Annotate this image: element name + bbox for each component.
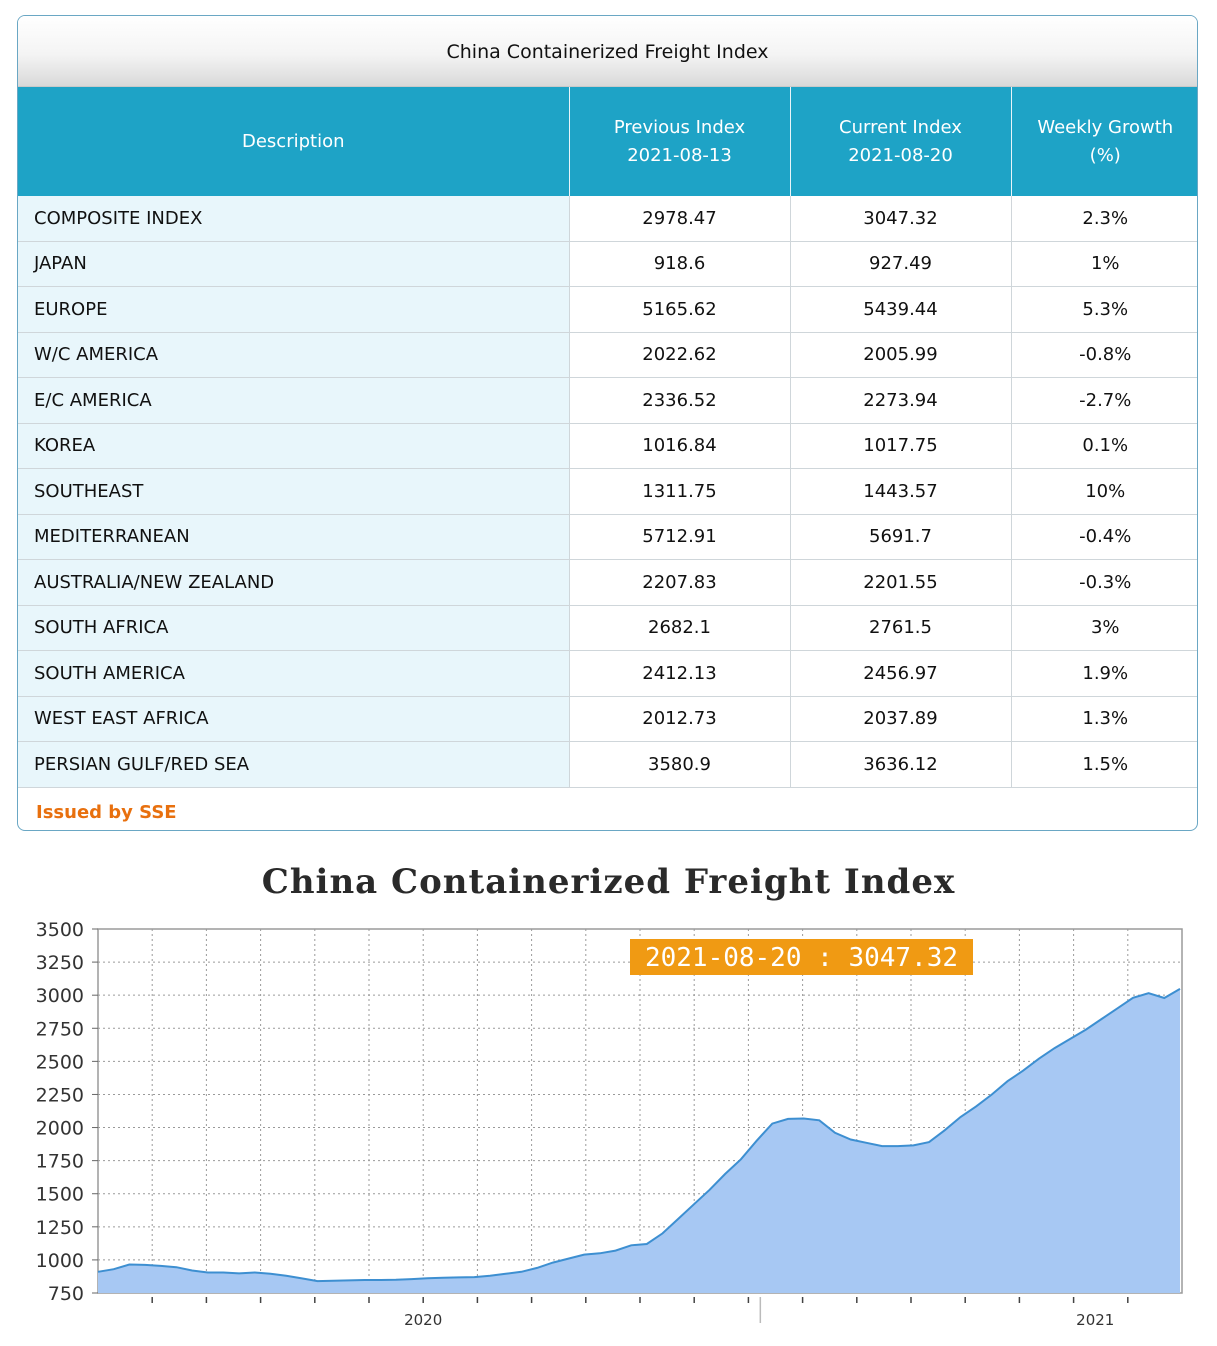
- table-row: [18, 469, 1198, 515]
- y-tick-label: 2500: [35, 1051, 84, 1074]
- row-previous: 1311.75: [569, 469, 790, 515]
- row-current: 2201.55: [790, 560, 1011, 606]
- chart-tooltip: [630, 939, 973, 975]
- tooltip-text: 2021-08-20 : 3047.32: [644, 943, 959, 973]
- row-current: 2005.99: [790, 332, 1011, 378]
- row-current: 3047.32: [790, 196, 1011, 241]
- row-growth: -0.8%: [1011, 332, 1198, 378]
- table-row: [18, 696, 1198, 742]
- y-tick-label: 3250: [35, 952, 84, 975]
- y-tick-label: 2750: [35, 1018, 84, 1041]
- row-growth: -2.7%: [1011, 378, 1198, 424]
- row-growth: 5.3%: [1011, 287, 1198, 333]
- row-current: 5439.44: [790, 287, 1011, 333]
- row-previous: 1016.84: [569, 423, 790, 469]
- row-current: 2273.94: [790, 378, 1011, 424]
- y-tick-label: 1250: [35, 1216, 84, 1239]
- row-previous: 2336.52: [569, 378, 790, 424]
- table-row: [18, 378, 1198, 424]
- table-row: [18, 742, 1198, 788]
- y-tick-label: 1750: [35, 1150, 84, 1173]
- row-description: JAPAN: [18, 241, 569, 287]
- row-previous: 5712.91: [569, 514, 790, 560]
- y-tick-label: 3500: [35, 919, 84, 941]
- header-current-index: Current Index 2021-08-20: [790, 87, 1011, 196]
- x-tick-label: 2020: [404, 1311, 443, 1325]
- chart-title: China Containerized Freight Index: [261, 862, 956, 902]
- row-description: KOREA: [18, 423, 569, 469]
- table-row: [18, 196, 1198, 241]
- row-current: 2456.97: [790, 651, 1011, 697]
- header-previous-index: Previous Index 2021-08-13: [569, 87, 790, 196]
- row-description: EUROPE: [18, 287, 569, 333]
- row-growth: -0.4%: [1011, 514, 1198, 560]
- row-growth: 1.3%: [1011, 696, 1198, 742]
- row-previous: 2012.73: [569, 696, 790, 742]
- row-description: WEST EAST AFRICA: [18, 696, 569, 742]
- row-description: COMPOSITE INDEX: [18, 196, 569, 241]
- row-description: AUSTRALIA/NEW ZEALAND: [18, 560, 569, 606]
- row-previous: 3580.9: [569, 742, 790, 788]
- row-growth: 1.9%: [1011, 651, 1198, 697]
- table-row: [18, 423, 1198, 469]
- issued-by-link[interactable]: Issued by SSE: [36, 801, 177, 823]
- freight-index-chart: [0, 915, 1217, 1325]
- row-description: SOUTHEAST: [18, 469, 569, 515]
- row-current: 5691.7: [790, 514, 1011, 560]
- cfi-table-panel: [17, 15, 1198, 831]
- row-description: PERSIAN GULF/RED SEA: [18, 742, 569, 788]
- row-description: SOUTH AFRICA: [18, 605, 569, 651]
- row-description: E/C AMERICA: [18, 378, 569, 424]
- table-row: [18, 605, 1198, 651]
- row-current: 3636.12: [790, 742, 1011, 788]
- row-description: W/C AMERICA: [18, 332, 569, 378]
- cfi-table: [18, 87, 1198, 788]
- y-tick-label: 1000: [35, 1249, 84, 1272]
- row-current: 1443.57: [790, 469, 1011, 515]
- row-previous: 5165.62: [569, 287, 790, 333]
- row-description: MEDITERRANEAN: [18, 514, 569, 560]
- row-current: 2761.5: [790, 605, 1011, 651]
- row-previous: 2022.62: [569, 332, 790, 378]
- y-tick-label: 3000: [35, 985, 84, 1008]
- row-growth: 3%: [1011, 605, 1198, 651]
- row-growth: 0.1%: [1011, 423, 1198, 469]
- row-growth: 2.3%: [1011, 196, 1198, 241]
- row-previous: 2207.83: [569, 560, 790, 606]
- y-tick-label: 2000: [35, 1117, 84, 1140]
- row-growth: 1%: [1011, 241, 1198, 287]
- table-row: [18, 560, 1198, 606]
- table-row: [18, 241, 1198, 287]
- row-current: 1017.75: [790, 423, 1011, 469]
- row-previous: 2412.13: [569, 651, 790, 697]
- y-tick-label: 1500: [35, 1183, 84, 1206]
- row-current: 2037.89: [790, 696, 1011, 742]
- table-row: [18, 514, 1198, 560]
- y-tick-label: 750: [47, 1283, 84, 1305]
- x-tick-label: 2021: [1076, 1311, 1115, 1325]
- header-description: Description: [18, 87, 569, 196]
- table-row: [18, 287, 1198, 333]
- header-weekly-growth: Weekly Growth (%): [1011, 87, 1198, 196]
- row-description: SOUTH AMERICA: [18, 651, 569, 697]
- row-growth: -0.3%: [1011, 560, 1198, 606]
- row-growth: 1.5%: [1011, 742, 1198, 788]
- row-previous: 2682.1: [569, 605, 790, 651]
- y-tick-label: 2250: [35, 1084, 84, 1107]
- row-previous: 2978.47: [569, 196, 790, 241]
- table-header-row: [18, 87, 1198, 196]
- row-growth: 10%: [1011, 469, 1198, 515]
- row-previous: 918.6: [569, 241, 790, 287]
- table-title: China Containerized Freight Index: [18, 16, 1197, 87]
- table-row: [18, 332, 1198, 378]
- table-row: [18, 651, 1198, 697]
- row-current: 927.49: [790, 241, 1011, 287]
